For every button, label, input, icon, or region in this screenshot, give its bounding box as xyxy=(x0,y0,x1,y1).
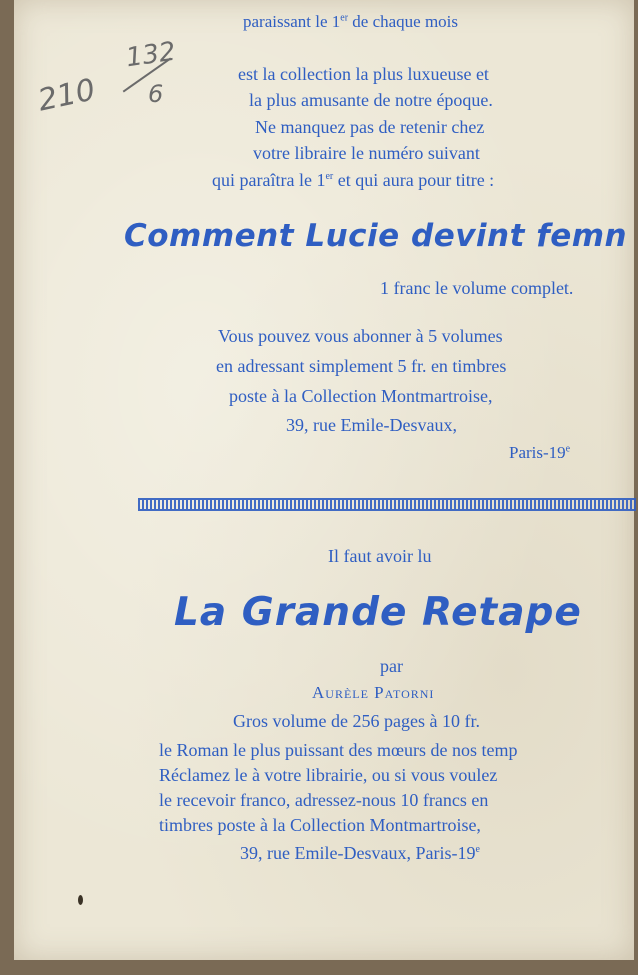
paragraph-line-4: timbres poste à la Collection Montmartroise, xyxy=(159,815,481,835)
intro-line-1: paraissant le 1er de chaque mois xyxy=(243,12,459,31)
intro-line-6: qui paraîtra le 1er et qui aura pour titre : xyxy=(212,170,495,190)
by-line: par xyxy=(380,656,403,676)
page xyxy=(14,0,634,960)
subscribe-line-3: poste à la Collection Montmartroise, xyxy=(229,386,493,406)
volume-line: Gros volume de 256 pages à 10 fr. xyxy=(233,711,480,731)
book-title-2: La Grande Retape xyxy=(174,590,582,635)
pencil-fraction-bottom: 6 xyxy=(148,80,164,108)
pencil-number: 210 xyxy=(34,72,99,119)
paragraph-line-3: le recevoir franco, adressez-nous 10 francs en xyxy=(159,790,489,810)
subscribe-line-5: Paris-19e xyxy=(509,443,571,462)
intro-line-2: est la collection la plus luxueuse et xyxy=(238,64,489,84)
paragraph-line-5: 39, rue Emile-Desvaux, Paris-19e xyxy=(240,843,480,863)
intro-line-5: votre libraire le numéro suivant xyxy=(253,143,480,163)
intro-phrase: Il faut avoir lu xyxy=(328,546,432,566)
price-line: 1 franc le volume complet. xyxy=(380,278,574,298)
paragraph-line-2: Réclamez le à votre librairie, ou si vous voulez xyxy=(159,765,498,785)
intro-line-3: la plus amusante de notre époque. xyxy=(249,90,493,110)
subscribe-line-1: Vous pouvez vous abonner à 5 volumes xyxy=(218,326,503,346)
author-name: Aurèle Patorni xyxy=(312,683,435,702)
ink-spot xyxy=(78,895,83,905)
pencil-fraction-top: 132 xyxy=(124,36,178,74)
book-title-1: Comment Lucie devint femn xyxy=(124,218,628,254)
subscribe-line-2: en adressant simplement 5 fr. en timbres xyxy=(216,356,507,376)
intro-line-4: Ne manquez pas de retenir chez xyxy=(255,117,485,137)
ornamental-divider xyxy=(138,498,636,511)
paragraph-line-1: le Roman le plus puissant des mœurs de nos temp xyxy=(159,740,518,760)
subscribe-line-4: 39, rue Emile-Desvaux, xyxy=(286,415,457,435)
